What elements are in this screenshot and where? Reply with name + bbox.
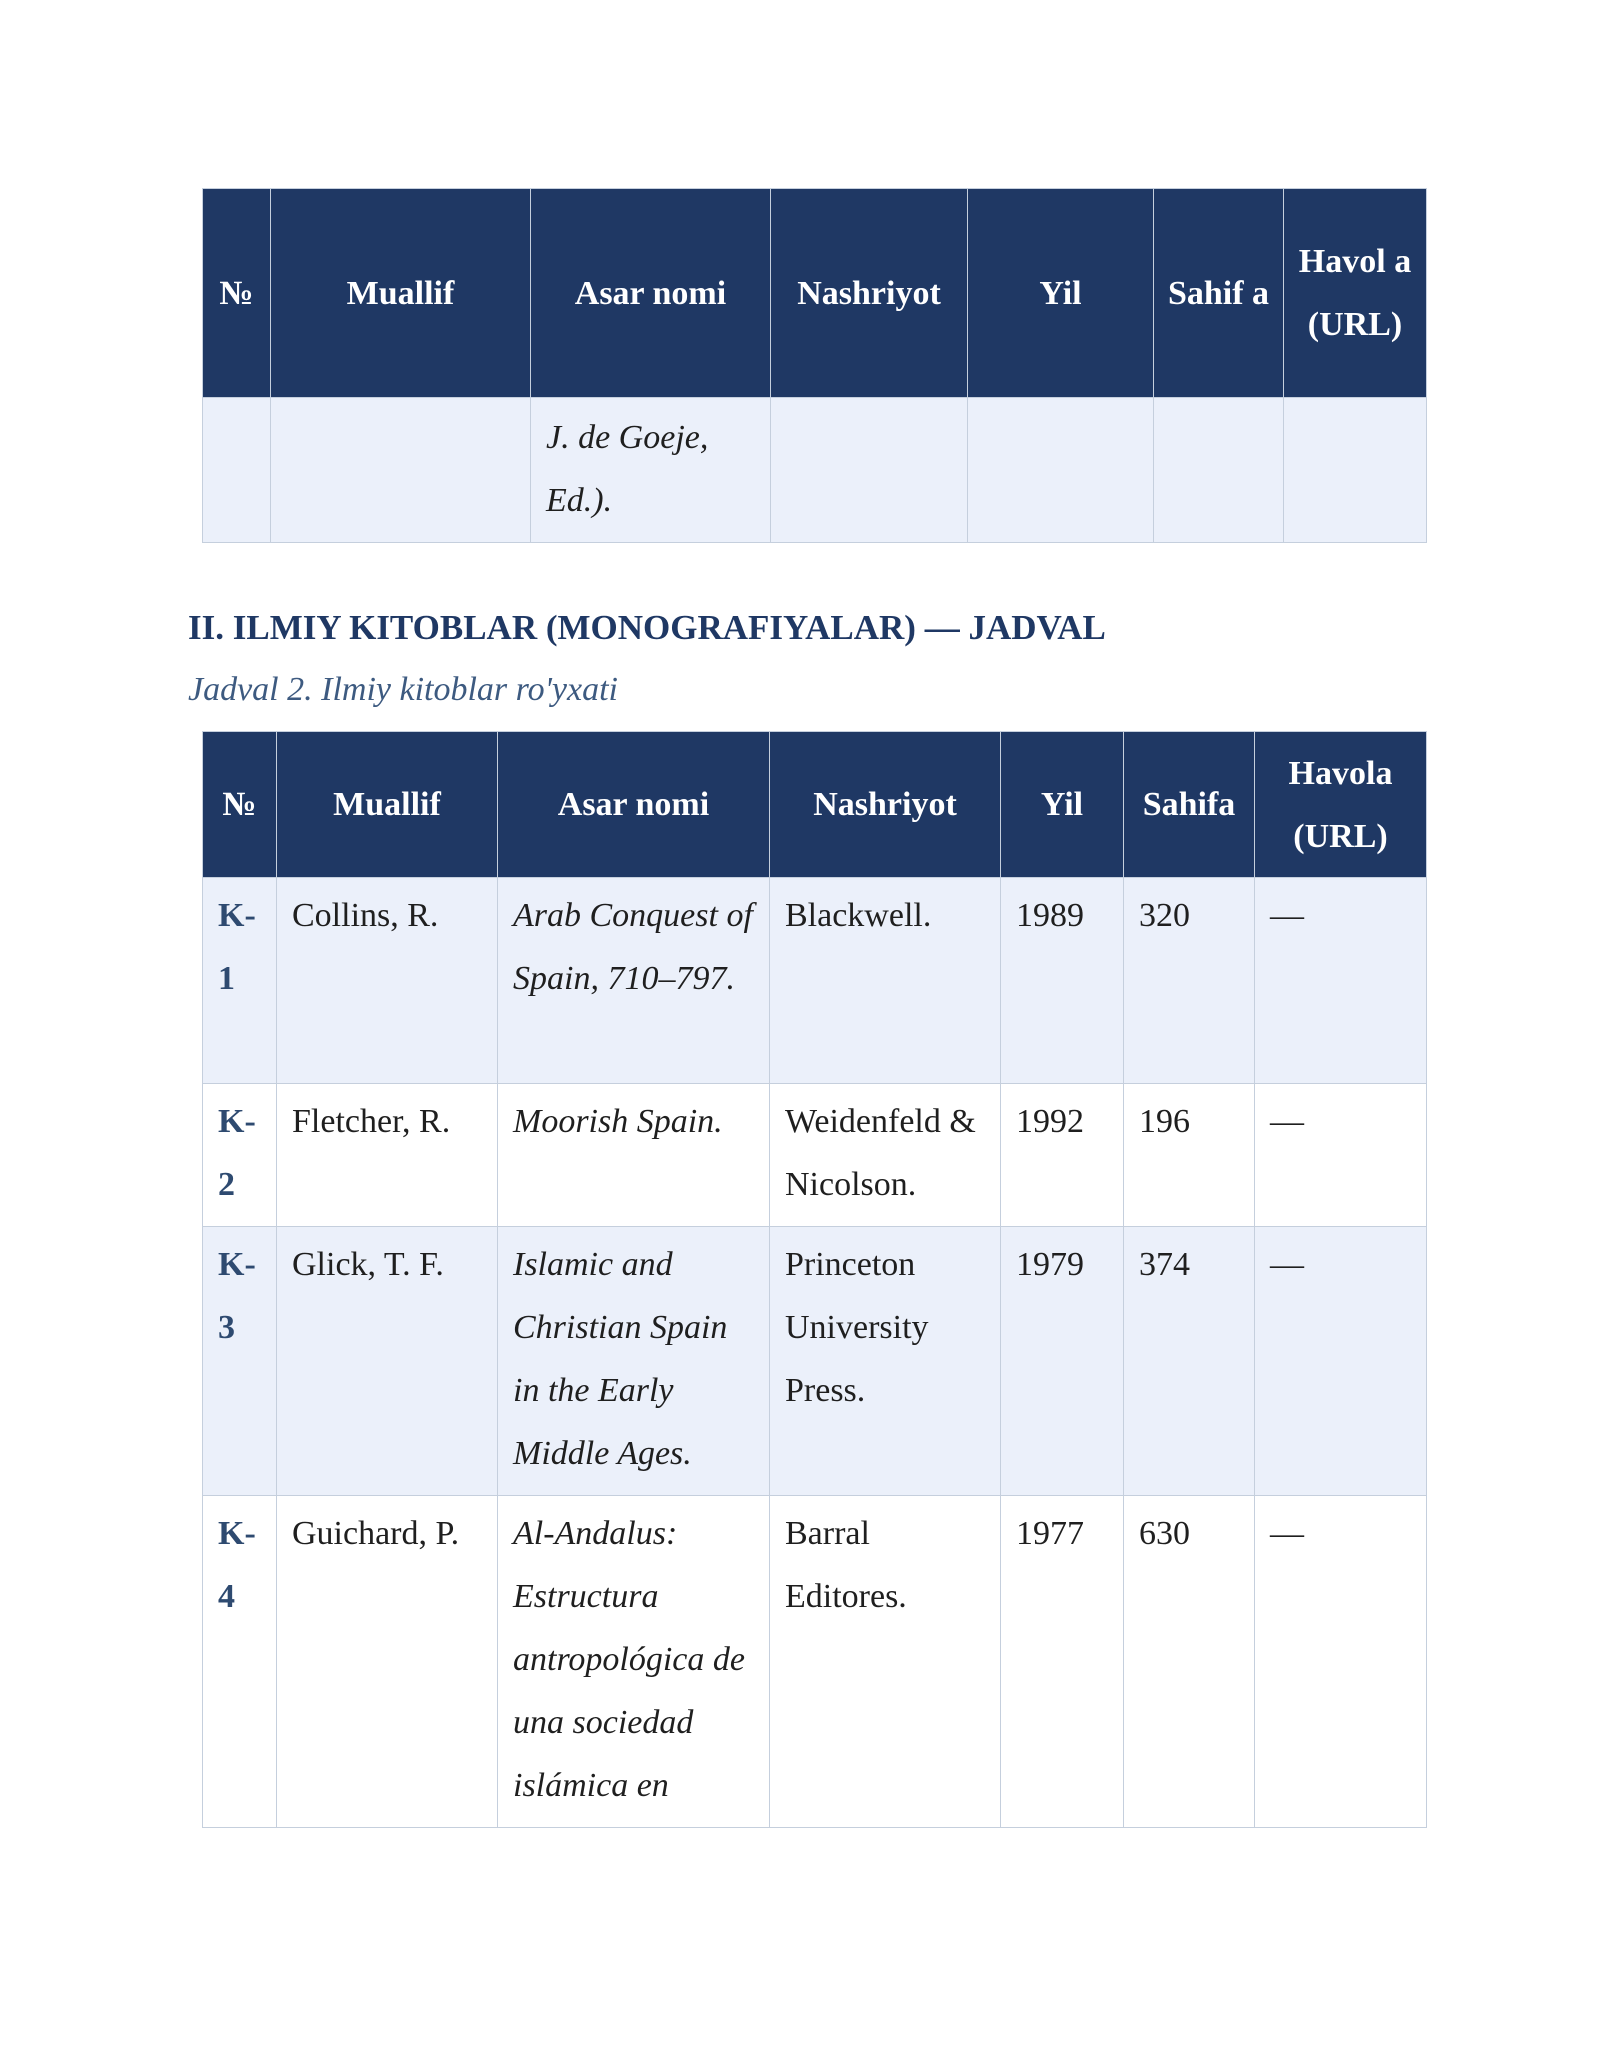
cell-year: 1989: [1001, 878, 1124, 1084]
cell-pages: 320: [1124, 878, 1255, 1084]
cell-year: 1979: [1001, 1227, 1124, 1496]
cell-number: K-3: [203, 1227, 277, 1496]
col-header-pages: Sahifa: [1124, 732, 1255, 878]
col-header-author: Muallif: [277, 732, 498, 878]
cell-title: Al-Andalus: Estructura antropológica de una sociedad islámica en: [498, 1496, 770, 1828]
col-header-publisher: Nashriyot: [771, 189, 968, 398]
references-table-continued: [202, 188, 1427, 543]
col-header-year: Yil: [1001, 732, 1124, 878]
cell-publisher: Princeton University Press.: [770, 1227, 1001, 1496]
cell-publisher: Barral Editores.: [770, 1496, 1001, 1828]
cell-title: Islamic and Christian Spain in the Early Middle Ages.: [498, 1227, 770, 1496]
cell-year: [968, 398, 1154, 543]
col-header-number: №: [203, 189, 271, 398]
cell-author: [271, 398, 531, 543]
table-caption: Jadval 2. Ilmiy kitoblar ro'yxati: [188, 671, 618, 708]
cell-author: Fletcher, R.: [277, 1084, 498, 1227]
cell-url: [1284, 398, 1427, 543]
books-table: [202, 731, 1427, 1828]
cell-url: —: [1255, 878, 1427, 1084]
table-header-row: [203, 189, 1427, 398]
col-header-title: Asar nomi: [531, 189, 771, 398]
col-header-title: Asar nomi: [498, 732, 770, 878]
col-header-pages: Sahif a: [1154, 189, 1284, 398]
cell-number: K-1: [203, 878, 277, 1084]
table-header-row: [203, 732, 1427, 878]
cell-url: —: [1255, 1084, 1427, 1227]
cell-pages: 196: [1124, 1084, 1255, 1227]
cell-publisher: Weidenfeld & Nicolson.: [770, 1084, 1001, 1227]
table-row: [203, 1084, 1427, 1227]
table-row: [203, 1496, 1427, 1828]
col-header-year: Yil: [968, 189, 1154, 398]
cell-author: Collins, R.: [277, 878, 498, 1084]
col-header-url: Havol a (URL): [1284, 189, 1427, 398]
col-header-publisher: Nashriyot: [770, 732, 1001, 878]
cell-title: Moorish Spain.: [498, 1084, 770, 1227]
cell-pages: 630: [1124, 1496, 1255, 1828]
cell-title: J. de Goeje, Ed.).: [531, 398, 771, 543]
col-header-author: Muallif: [271, 189, 531, 398]
cell-author: Guichard, P.: [277, 1496, 498, 1828]
cell-pages: 374: [1124, 1227, 1255, 1496]
cell-url: —: [1255, 1227, 1427, 1496]
cell-author: Glick, T. F.: [277, 1227, 498, 1496]
cell-number: K-4: [203, 1496, 277, 1828]
cell-number: K-2: [203, 1084, 277, 1227]
cell-number: [203, 398, 271, 543]
cell-pages: [1154, 398, 1284, 543]
cell-publisher: Blackwell.: [770, 878, 1001, 1084]
col-header-number: №: [203, 732, 277, 878]
table-row: [203, 878, 1427, 1084]
table-row: [203, 398, 1427, 543]
cell-url: —: [1255, 1496, 1427, 1828]
cell-year: 1992: [1001, 1084, 1124, 1227]
col-header-url: Havola (URL): [1255, 732, 1427, 878]
table-row: [203, 1227, 1427, 1496]
cell-publisher: [771, 398, 968, 543]
cell-title: Arab Conquest of Spain, 710–797.: [498, 878, 770, 1084]
section-heading: II. ILMIY KITOBLAR (MONOGRAFIYALAR) — JADVAL: [188, 608, 1106, 647]
cell-year: 1977: [1001, 1496, 1124, 1828]
